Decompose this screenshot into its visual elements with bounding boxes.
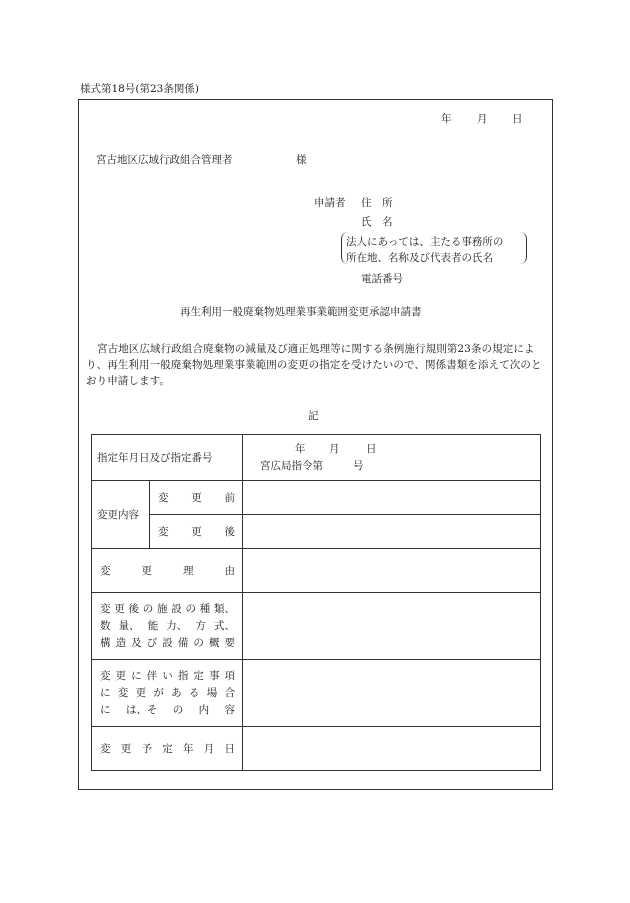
scheduled-date-char: 月: [203, 743, 215, 755]
facility-summary-char: 後: [128, 602, 139, 615]
facility-summary-line1: [100, 601, 235, 618]
facility-summary-char: 概: [208, 636, 220, 649]
designation-value-cell[interactable]: [243, 435, 541, 481]
facility-summary-char: 要: [224, 636, 235, 649]
scheduled-date-char: 定: [162, 743, 173, 755]
designated-matters-char: 場: [206, 686, 218, 699]
designated-matters-char: 指: [177, 669, 189, 682]
facility-summary-char: 量、: [118, 619, 140, 632]
scheduled-date-value-cell[interactable]: [243, 727, 541, 771]
scheduled-date-label-cell: [92, 727, 243, 771]
change-after-char-2: 更: [191, 526, 202, 538]
facility-summary-value-cell[interactable]: [243, 593, 541, 660]
table-row-change-before: [92, 481, 541, 515]
facility-summary-line2: [100, 618, 235, 635]
facility-summary-char: 施: [157, 602, 168, 615]
change-after-char-1: 変: [158, 526, 169, 538]
table-row-designated-matters: [92, 660, 541, 727]
facility-summary-char: 構: [100, 636, 111, 649]
facility-summary-char: 類、: [214, 602, 235, 615]
designated-matters-char: 定: [193, 669, 204, 682]
addressee-honorific: 様: [296, 154, 307, 166]
designation-year: 年: [295, 443, 306, 455]
change-after-char-3: 後: [224, 526, 235, 538]
designated-matters-char: 変: [100, 669, 111, 682]
designated-matters-label-cell: [92, 660, 243, 727]
reason-char: 由: [224, 565, 235, 577]
applicant-name-label: 氏 名: [361, 216, 393, 228]
designated-matters-char: 更: [135, 686, 147, 699]
designated-matters-char: い: [162, 669, 173, 682]
designated-matters-line1: [100, 668, 235, 685]
designated-matters-char: に: [100, 703, 111, 716]
designated-matters-value-cell[interactable]: [243, 660, 541, 727]
facility-summary-char: 種: [199, 602, 211, 615]
facility-summary-char: の: [142, 602, 154, 615]
designation-month: 月: [329, 443, 340, 455]
table-row-scheduled-date: [92, 727, 541, 771]
facility-summary-char: び: [146, 636, 158, 649]
designated-matters-char: 容: [224, 703, 235, 716]
change-after-label-cell: [150, 515, 243, 549]
facility-summary-char: 設: [171, 602, 182, 615]
designation-label-cell: [92, 435, 243, 481]
designation-day: 日: [366, 443, 377, 455]
applicant-label: 申請者: [314, 197, 346, 209]
form-number: 様式第18号(第23条関係): [80, 83, 199, 95]
date-day-label: 日: [512, 113, 523, 125]
designated-matters-line2: [100, 685, 235, 702]
designated-matters-char: が: [153, 686, 164, 699]
designated-matters-char: る: [188, 686, 200, 699]
facility-summary-char: 及: [131, 636, 142, 649]
ki-label: 記: [308, 410, 319, 422]
reason-label-cell: [92, 549, 243, 593]
scheduled-date-char: 年: [183, 743, 194, 755]
reason-char: 更: [141, 565, 152, 577]
designation-number-prefix: 宮広局指令第: [260, 460, 323, 472]
facility-summary-line3: [100, 635, 235, 652]
detail-table: [91, 434, 541, 771]
facility-summary-char: 変: [100, 602, 111, 615]
designation-number-suffix: 号: [353, 460, 364, 472]
reason-char: 変: [100, 565, 111, 577]
facility-summary-char: の: [185, 602, 196, 615]
table-row-change-after: [92, 515, 541, 549]
date-month-label: 月: [477, 113, 488, 125]
applicant-address-label: 住 所: [361, 197, 393, 209]
designated-matters-char: 変: [117, 686, 129, 699]
facility-summary-char: 更: [114, 602, 125, 615]
designated-matters-char: 更: [115, 669, 127, 682]
change-before-char-1: 変: [158, 492, 169, 504]
change-content-label-cell: [92, 481, 150, 549]
corporate-note-line2: 所在地、名称及び代表者の氏名: [346, 252, 493, 264]
scheduled-date-char: 変: [100, 743, 111, 755]
date-year-label: 年: [441, 113, 452, 125]
facility-summary-char: 力、: [166, 619, 188, 632]
facility-summary-char: 式、: [213, 619, 235, 632]
facility-summary-char: 能: [147, 619, 159, 632]
designated-matters-char: 事: [208, 669, 220, 682]
facility-summary-char: 造: [115, 636, 127, 649]
designated-matters-char: に: [131, 669, 142, 682]
change-content-label: 変更内容: [97, 509, 139, 521]
change-before-value-cell[interactable]: [243, 481, 541, 515]
designation-label: 指定年月日及び指定番号: [97, 452, 213, 464]
designated-matters-char: 合: [224, 686, 235, 699]
designated-matters-line3: [100, 702, 235, 719]
scheduled-date-char: 更: [120, 743, 132, 755]
change-before-char-3: 前: [224, 492, 235, 504]
addressee-name: 宮古地区広域行政組合管理者: [96, 154, 233, 166]
facility-summary-label-cell: [92, 593, 243, 660]
reason-value-cell[interactable]: [243, 549, 541, 593]
designated-matters-char: 伴: [146, 669, 158, 682]
designated-matters-char: 項: [224, 669, 235, 682]
table-row-designation: [92, 435, 541, 481]
scheduled-date-char: 日: [224, 743, 235, 755]
corporate-note-line1: 法人にあっては、主たる事務所の: [346, 236, 504, 248]
facility-summary-char: 数: [100, 619, 111, 632]
designated-matters-char: あ: [171, 686, 182, 699]
reason-char: 理: [183, 565, 194, 577]
facility-summary-char: 備: [177, 636, 189, 649]
designated-matters-char: に: [100, 686, 111, 699]
change-before-label-cell: [150, 481, 243, 515]
facility-summary-char: の: [193, 636, 204, 649]
table-row-facility-summary: [92, 593, 541, 660]
scheduled-date-char: 予: [141, 743, 152, 755]
document-title: 再生利用一般廃棄物処理業事業範囲変更承認申請書: [180, 306, 422, 318]
designated-matters-char: は、そ: [125, 703, 158, 716]
table-row-reason: [92, 549, 541, 593]
application-body: 宮古地区広域行政組合廃棄物の減量及び適正処理等に関する条例施行規則第23条の規定により、再生利用一般廃棄物処理業事業範囲の変更の指定を受けたいので、関係書類を添えて次のとおり申請します。: [86, 343, 542, 387]
change-before-char-2: 更: [191, 492, 202, 504]
facility-summary-char: 方: [195, 619, 206, 632]
designated-matters-char: 内: [198, 703, 210, 716]
designated-matters-char: の: [172, 703, 184, 716]
facility-summary-char: 設: [162, 636, 173, 649]
change-after-value-cell[interactable]: [243, 515, 541, 549]
applicant-phone-label: 電話番号: [361, 273, 403, 285]
